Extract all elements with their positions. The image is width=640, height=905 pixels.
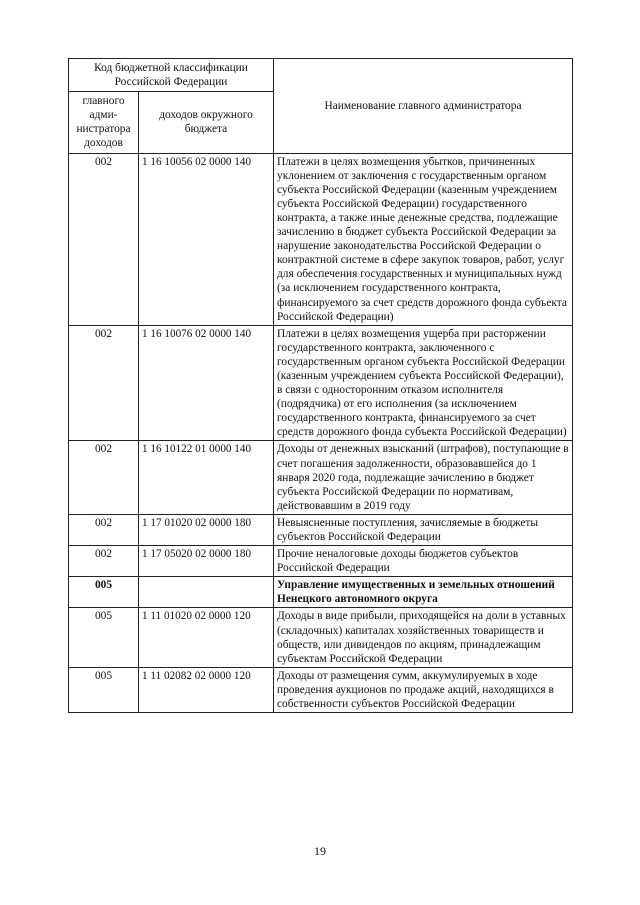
- administrator-name-cell: Прочие неналоговые доходы бюджетов субъектов Российской Федерации: [274, 546, 573, 577]
- table-row: [69, 441, 573, 514]
- budget-code-cell: 1 16 10056 02 0000 140: [139, 153, 274, 325]
- table-row: [69, 514, 573, 545]
- admin-code-cell: 005: [69, 608, 139, 667]
- header-main-administrator: главного адми-нистратора доходов: [69, 92, 139, 153]
- administrator-name-cell: Доходы в виде прибыли, приходящейся на доли в уставных (складочных) капиталах хозяйственных товариществ и обществ, или дивидендов по акциям, принадлежащим субъектам Российской Федерации: [274, 608, 573, 667]
- administrator-name-cell: Платежи в целях возмещения ущерба при расторжении государственного контракта, заключенного с государственным органом субъекта Российской Федерации (казенным учреждением субъекта Российской Федерации), в связи с односторонним отказом исполнителя (подрядчика) от его исполнения (за исключением государственного контракта, финансируемого за счет средств дорожного фонда субъекта Российской Федерации): [274, 325, 573, 441]
- administrator-name-cell: Платежи в целях возмещения убытков, причиненных уклонением от заключения с государственным органом субъекта Российской Федерации (казенным учреждением субъекта Российской Федерации) государственного контракта, а также иные денежные средства, подлежащие зачислению в бюджет субъекта Российской Федерации за нарушение законодательства Российской Федерации о контрактной системе в сфере закупок товаров, работ, услуг для обеспечения государственных и муниципальных нужд (за исключением государственного контракта, финансируемого за счет средств дорожного фонда субъекта Российской Федерации): [274, 153, 573, 325]
- budget-code-cell: 1 16 10122 01 0000 140: [139, 441, 274, 514]
- budget-code-cell: 1 16 10076 02 0000 140: [139, 325, 274, 441]
- budget-code-cell: 1 11 01020 02 0000 120: [139, 608, 274, 667]
- header-district-budget-income: доходов окружного бюджета: [139, 92, 274, 153]
- table-row: [69, 153, 573, 325]
- table-row: [69, 608, 573, 667]
- page-number: 19: [314, 844, 326, 858]
- admin-code-cell: 002: [69, 546, 139, 577]
- administrator-name-cell: Доходы от размещения сумм, аккумулируемых в ходе проведения аукционов по продаже акций, находящихся в собственности субъектов Российской Федерации: [274, 667, 573, 712]
- table-row: [69, 667, 573, 712]
- table-row: [69, 546, 573, 577]
- admin-code-cell: 005: [69, 577, 139, 608]
- administrator-name-cell: Управление имущественных и земельных отношений Ненецкого автономного округа: [274, 577, 573, 608]
- budget-code-cell: 1 17 05020 02 0000 180: [139, 546, 274, 577]
- admin-code-cell: 002: [69, 153, 139, 325]
- header-row-group: [69, 59, 573, 92]
- admin-code-cell: 002: [69, 514, 139, 545]
- section-heading-row: [69, 577, 573, 608]
- header-administrator-name: Наименование главного администратора: [274, 59, 573, 154]
- table-row: [69, 325, 573, 441]
- header-classification-code: Код бюджетной классификации Российской Федерации: [69, 59, 274, 92]
- budget-classification-table: [68, 58, 573, 713]
- budget-code-cell: 1 17 01020 02 0000 180: [139, 514, 274, 545]
- administrator-name-cell: Доходы от денежных взысканий (штрафов), поступающие в счет погашения задолженности, образовавшейся до 1 января 2020 года, подлежащие зачислению в бюджет субъекта Российской Федерации по нормативам, действовавшим в 2019 году: [274, 441, 573, 514]
- budget-code-cell: [139, 577, 274, 608]
- admin-code-cell: 005: [69, 667, 139, 712]
- admin-code-cell: 002: [69, 325, 139, 441]
- administrator-name-cell: Невыясненные поступления, зачисляемые в бюджеты субъектов Российской Федерации: [274, 514, 573, 545]
- admin-code-cell: 002: [69, 441, 139, 514]
- budget-code-cell: 1 11 02082 02 0000 120: [139, 667, 274, 712]
